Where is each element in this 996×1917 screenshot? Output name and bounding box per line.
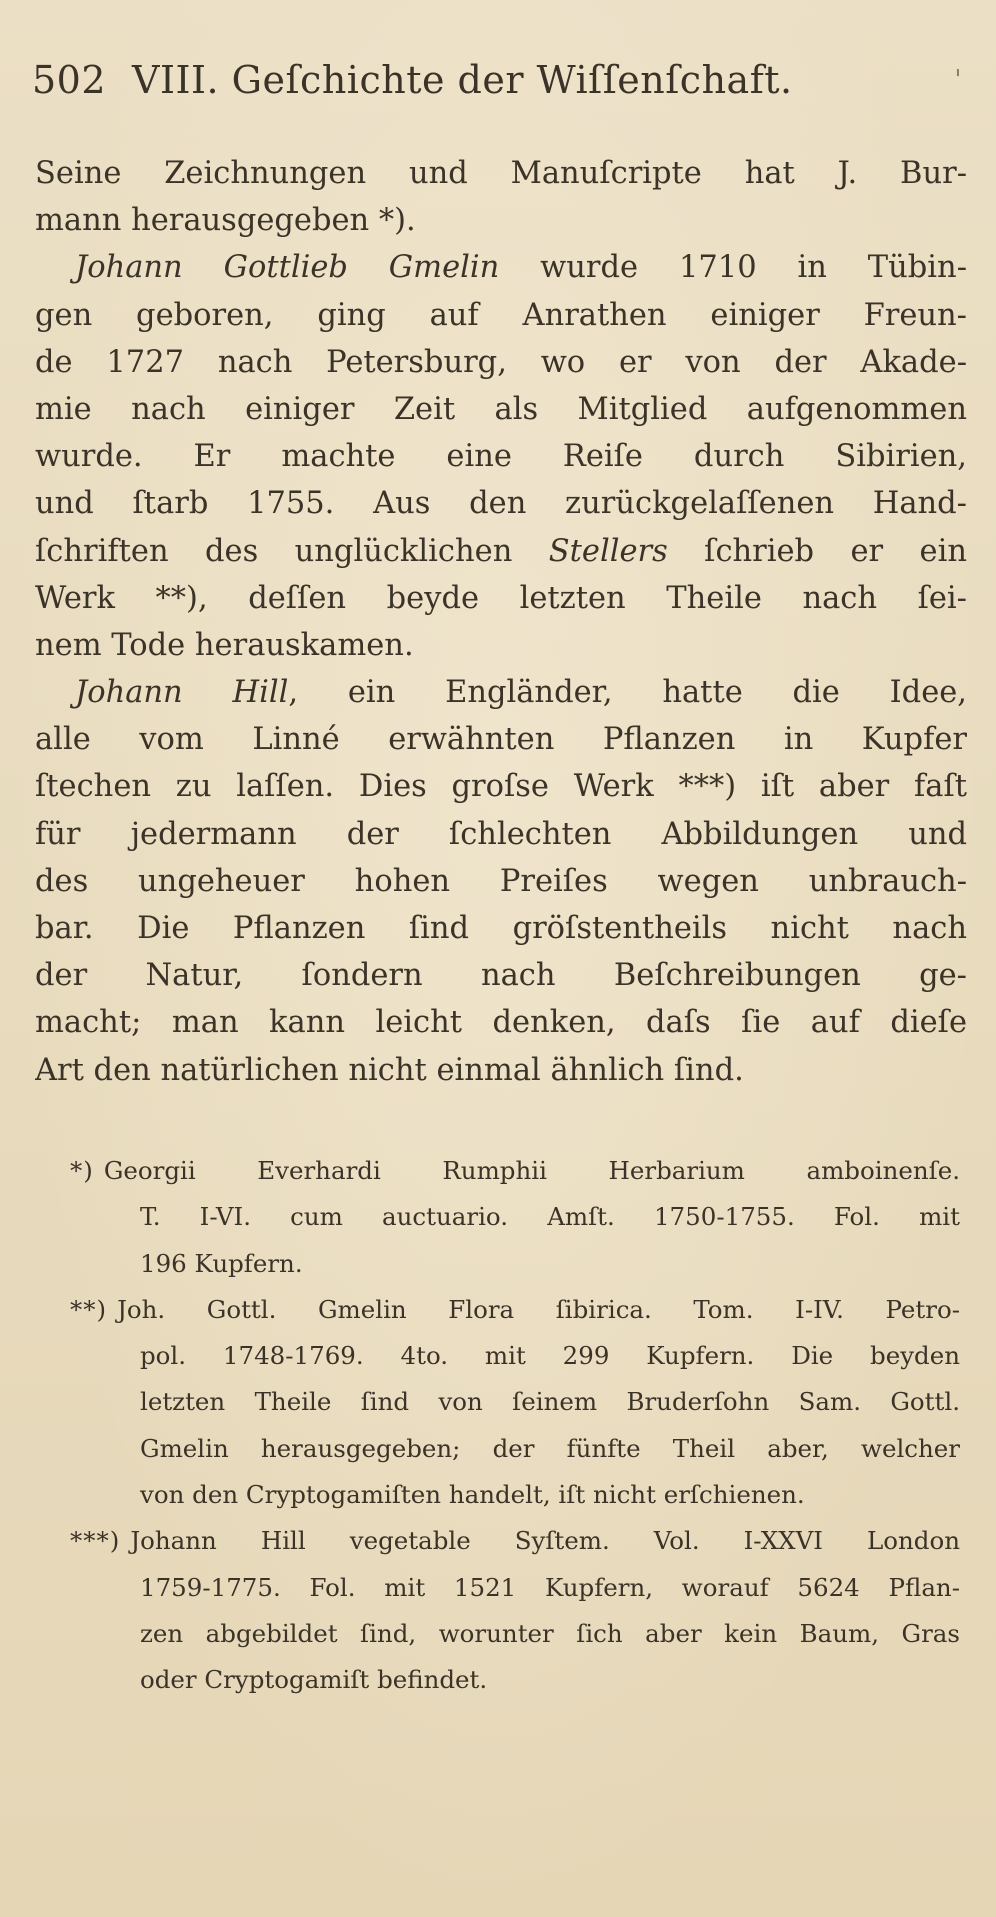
footnote-line <box>70 1148 960 1194</box>
footnote-text: von den Cryptogamiſten handelt, iſt nicht erſchienen. <box>140 1480 805 1510</box>
text-run: Seine Zeichnungen und Manuſcripte hat J. Bur- <box>35 156 967 191</box>
footnote-text: zen abgebildet ſind, worunter ſich aber kein Baum, Gras <box>140 1618 960 1648</box>
text-run: , ein Engländer, hatte die Idee, <box>288 675 967 711</box>
person-name: Stellers <box>548 533 668 569</box>
footnote-text: Georgii Everhardi Rumphii Herbarium amboinenſe. <box>103 1156 960 1185</box>
text-line <box>35 811 967 858</box>
footnote-text: pol. 1748-1769. 4to. mit 299 Kupfern. Die beyden <box>140 1341 960 1371</box>
text-run: wurde 1710 in Tübin- <box>499 250 967 286</box>
text-run: mann herausgegeben *). <box>35 203 416 239</box>
footnote-marker: **) <box>70 1294 108 1324</box>
footnote-marker: *) <box>70 1156 94 1185</box>
text-line <box>35 1047 967 1094</box>
main-text <box>35 150 967 1094</box>
footnote-text: oder Cryptogamiſt befindet. <box>140 1665 488 1695</box>
footnote-line <box>70 1426 960 1472</box>
text-line <box>35 952 967 999</box>
person-name: Johann Hill <box>75 675 289 711</box>
text-run: der Natur, ſondern nach Beſchreibungen ge- <box>35 958 967 994</box>
text-line <box>35 339 967 386</box>
footnote-line <box>70 1241 960 1287</box>
text-run: wurde. Er machte eine Reiſe durch Sibirien, <box>35 439 967 475</box>
footnote-line <box>70 1194 960 1240</box>
text-run: bar. Die Pflanzen ſind gröſstentheils nicht nach <box>35 911 967 946</box>
footnote-line <box>70 1287 960 1333</box>
text-line <box>35 905 967 952</box>
text-line <box>35 244 967 291</box>
footnote-text: 196 Kupfern. <box>140 1248 303 1278</box>
text-run: Werk **), deſſen beyde letzten Theile nach ſei- <box>35 580 967 616</box>
text-run: mie nach einiger Zeit als Mitglied aufgenommen <box>35 391 967 427</box>
text-line <box>35 292 967 339</box>
text-line <box>35 669 967 716</box>
footnote-line <box>70 1379 960 1425</box>
footnotes <box>70 1148 960 1704</box>
footnote-line <box>70 1333 960 1379</box>
text-line <box>35 763 967 810</box>
text-run: für jedermann der ſchlechten Abbildungen und <box>35 816 967 852</box>
text-line <box>35 622 967 669</box>
footnote-text: letzten Theile ſind von ſeinem Bruderſohn Sam. Gottl. <box>140 1387 960 1417</box>
text-line <box>35 858 967 905</box>
footnote-line <box>70 1657 960 1703</box>
text-run: des ungeheuer hohen Preiſes wegen unbrauch- <box>35 863 967 899</box>
text-run: gen geboren, ging auf Anrathen einiger Freun- <box>35 297 967 333</box>
text-run: de 1727 nach Petersburg, wo er von der Akade- <box>35 344 967 380</box>
text-line <box>35 197 967 244</box>
footnote-text: 1759-1775. Fol. mit 1521 Kupfern, worauf 5624 Pflan- <box>140 1572 960 1602</box>
text-line <box>35 433 967 480</box>
text-run: macht; man kann leicht denken, daſs ſie auf dieſe <box>35 1005 967 1041</box>
footnote-line <box>70 1611 960 1657</box>
footnote-line <box>70 1518 960 1564</box>
text-line <box>35 528 967 575</box>
footnote-line <box>70 1472 960 1518</box>
footnote-line <box>70 1565 960 1611</box>
text-run: ſchrieb er ein <box>667 533 967 569</box>
text-line <box>35 386 967 433</box>
footnote-marker: ***) <box>70 1526 121 1556</box>
page-number: 502 <box>32 58 107 102</box>
text-line <box>35 999 967 1046</box>
person-name: Johann Gottlieb Gmelin <box>75 250 500 286</box>
text-line <box>35 716 967 763</box>
running-header <box>32 50 962 110</box>
corner-mark: ' <box>954 65 962 95</box>
text-run: und ſtarb 1755. Aus den zurückgelaſſenen Hand- <box>35 486 967 522</box>
text-run: alle vom Linné erwähnten Pflanzen in Kupfer <box>35 722 967 758</box>
footnote-text: Johann Hill vegetable Syſtem. Vol. I-XXVI London <box>130 1526 960 1556</box>
footnote-text: T. I-VI. cum auctuario. Amſt. 1750-1755. Fol. mit <box>140 1202 960 1232</box>
text-run: ſchriften des unglücklichen <box>35 533 549 569</box>
footnote-text: Gmelin herausgegeben; der fünfte Theil aber, welcher <box>140 1433 960 1463</box>
text-run: nem Tode herauskamen. <box>35 627 414 663</box>
chapter-title: VIII. Geſchichte der Wiſſenſchaft. <box>132 58 793 102</box>
footnote-text: Joh. Gottl. Gmelin Flora ſibirica. Tom. I-IV. Petro- <box>117 1294 960 1324</box>
text-run: ſtechen zu laſſen. Dies groſse Werk ***) iſt aber faſt <box>35 769 967 805</box>
text-run: Art den natürlichen nicht einmal ähnlich ſind. <box>35 1052 744 1088</box>
text-line <box>35 150 967 197</box>
text-line <box>35 575 967 622</box>
text-line <box>35 480 967 527</box>
